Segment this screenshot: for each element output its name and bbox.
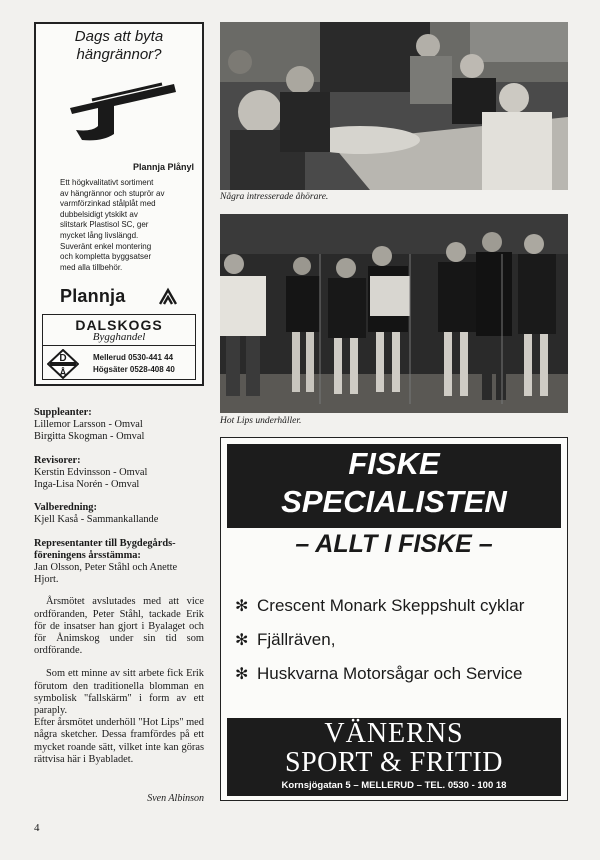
ad-item: ✻ Crescent Monark Skeppshult cyklar	[235, 596, 525, 615]
asterisk-bullet-icon: ✻	[235, 598, 249, 615]
dealer-logo-icon	[47, 349, 79, 379]
product-description: Ett högkvalitativt sortiment av hängrännor och stuprör av varmförzinkad stålplåt med dubbelsidigt ytskikt av slitstark Plastisol SC, ger mycket lång livslängd. Suveränt enkel montering och kompletta byggsatser med alla tillbehör.	[60, 178, 165, 272]
photo-hot-lips	[220, 214, 568, 413]
section-heading: Representanter till Bygdegårds-	[34, 537, 176, 549]
fiske-specialisten-advertisement	[220, 437, 568, 801]
ad-title-line1: FISKE	[348, 446, 440, 481]
ad-title-line2: SPECIALISTEN	[281, 484, 507, 519]
section-heading: Revisorer:	[34, 454, 81, 466]
dealer-divider	[43, 345, 195, 346]
dealer-name: DALSKOGS	[75, 317, 163, 333]
store-address: Kornsjögatan 5 – MELLERUD – TEL. 0530 - 100 18	[281, 780, 507, 791]
photo-caption-hot-lips: Hot Lips underhåller.	[220, 416, 302, 426]
rep-names: Hjort.	[34, 574, 59, 586]
article-paragraph: Efter årsmötet underhöll "Hot Lips" med några sketcher. Dessa framfördes på ett mycket roande sätt, vilket inte kan göras rättvisa här i Byabladet.	[34, 717, 204, 765]
ad-slogan: – ALLT I FISKE –	[295, 530, 493, 558]
dealer-subtitle: Bygghandel	[92, 331, 146, 343]
product-name: Plannja Plånyl	[132, 162, 194, 172]
phone-mellerud: Mellerud 0530-441 44	[93, 353, 174, 362]
member-line: Kerstin Edvinsson - Omval	[34, 466, 148, 478]
page-number: 4	[34, 822, 40, 834]
dealer-logo-letter-d: D	[59, 353, 67, 364]
member-line: Lillemor Larsson - Omval	[34, 419, 143, 431]
article-author: Sven Albinson	[147, 793, 204, 804]
ad-item: ✻ Fjällräven,	[235, 630, 336, 649]
section-heading: Suppleanter:	[34, 407, 92, 418]
member-line: Inga-Lisa Norén - Omval	[34, 479, 140, 491]
dealer-logo-letter-a: Å	[59, 368, 67, 379]
hot-lips-photo-image	[220, 214, 568, 413]
ad-item: ✻ Huskvarna Motorsågar och Service	[235, 664, 523, 683]
asterisk-bullet-icon: ✻	[235, 632, 249, 649]
ad-headline: Dags att byta hängrännor?	[74, 28, 164, 63]
article-paragraph: Som ett minne av sitt arbete fick Erik förutom den traditionella blomman en symbolisk "fallskärm" i form av ett paraply.	[34, 668, 204, 717]
plannja-advertisement	[34, 22, 204, 386]
ad-title-band	[227, 444, 561, 528]
board-members-list	[34, 407, 204, 766]
store-name-line2: SPORT & FRITID	[285, 747, 503, 778]
store-name-line1: VÄNERNS	[324, 718, 464, 749]
section-heading: Valberedning:	[34, 502, 97, 514]
dealer-box	[42, 314, 196, 380]
asterisk-bullet-icon: ✻	[235, 666, 249, 683]
plannja-logo-icon	[159, 287, 177, 305]
gutter-illustration-icon	[62, 78, 182, 148]
rep-names: Jan Olsson, Peter Ståhl och Anette	[34, 562, 178, 574]
store-name-band	[227, 718, 561, 796]
audience-photo-image	[220, 22, 568, 190]
member-line: Birgitta Skogman - Omval	[34, 431, 145, 443]
section-heading: föreningens årsstämma:	[34, 549, 141, 561]
article-paragraph: Årsmötet avslutades med att vice ordföranden, Peter Ståhl, tackade Erik för de insatser han gjort i Byalaget och för Ånimskog under sin tid som ordförande.	[34, 596, 204, 657]
phone-hogsater: Högsäter 0528-408 40	[93, 365, 175, 374]
plannja-brand: Plannja	[60, 286, 126, 306]
photo-caption-audience: Några intresserade åhörare.	[220, 192, 329, 202]
photo-audience	[220, 22, 568, 190]
member-line: Kjell Kaså - Sammankallande	[34, 514, 159, 526]
